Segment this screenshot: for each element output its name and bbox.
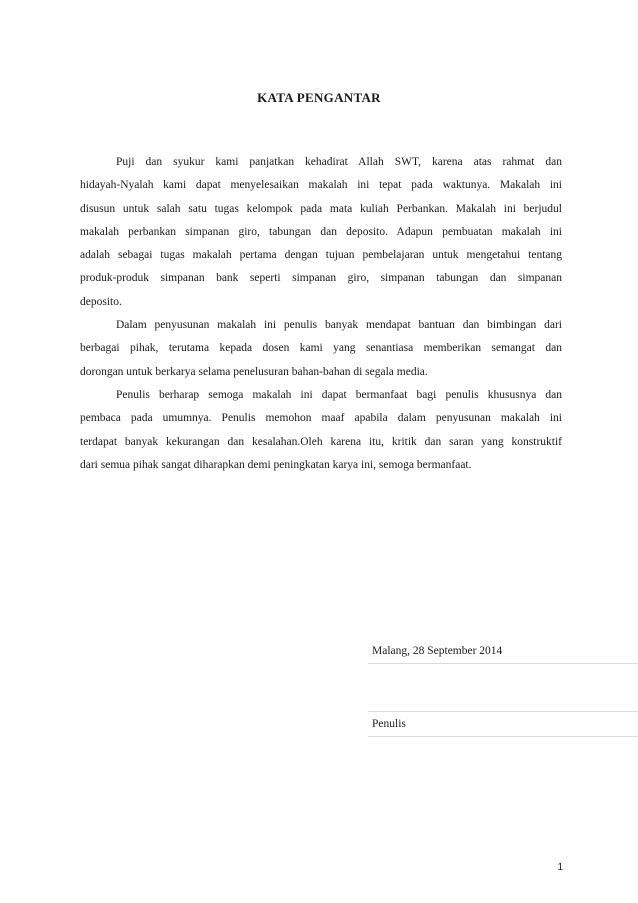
paragraph-2: [80, 314, 562, 384]
page-number: 1: [557, 862, 563, 873]
paragraph-line: Penulis berharap semoga makalah ini dapat bermanfaat bagi penulis khususnya dan: [116, 388, 562, 401]
paragraph-3: [80, 384, 562, 477]
author-label: Penulis: [372, 718, 406, 730]
paragraph-line: Puji dan syukur kami panjatkan kehadirat Allah SWT, karena atas rahmat dan: [116, 156, 562, 168]
paragraph-line: makalah perbankan simpanan giro, tabungan dan deposito. Adapun pembuatan makalah ini: [80, 225, 562, 238]
paragraph-line: berbagai pihak, terutama kepada dosen kami yang senantiasa memberikan semangat dan: [80, 342, 562, 355]
paragraph-line: disusun untuk salah satu tugas kelompok pada mata kuliah Perbankan. Makalah ini berjudul: [80, 202, 562, 215]
paragraph-line: dari semua pihak sangat diharapkan demi peningkatan karya ini, semoga bermanfaat.: [80, 458, 472, 471]
paragraph-line: Dalam penyusunan makalah ini penulis banyak mendapat bantuan dan bimbingan dari: [116, 319, 562, 332]
place-date: Malang, 28 September 2014: [372, 645, 503, 657]
divider: [368, 736, 638, 737]
paragraph-line: dorongan untuk berkarya selama penelusuran bahan-bahan di segala media.: [80, 365, 428, 378]
paragraph-1: [80, 151, 562, 314]
signature-block: [368, 639, 638, 737]
page-title: KATA PENGANTAR: [257, 90, 381, 105]
paragraph-line: adalah sebagai tugas makalah pertama dengan tujuan pembelajaran untuk mengetahui tentang: [80, 249, 562, 262]
paragraph-line: deposito.: [80, 295, 122, 308]
body-text: [80, 151, 562, 477]
paragraph-line: produk-produk simpanan bank seperti simpanan giro, simpanan tabungan dan simpanan: [80, 272, 562, 285]
paragraph-line: terdapat banyak kekurangan dan kesalahan.Oleh karena itu, kritik dan saran yang konstruktif: [80, 435, 562, 448]
paragraph-line: pembaca pada umumnya. Penulis memohon maaf apabila dalam penyusunan makalah ini: [80, 412, 562, 425]
paragraph-line: hidayah-Nyalah kami dapat menyelesaikan makalah ini tepat pada waktunya. Makalah ini: [80, 179, 562, 192]
